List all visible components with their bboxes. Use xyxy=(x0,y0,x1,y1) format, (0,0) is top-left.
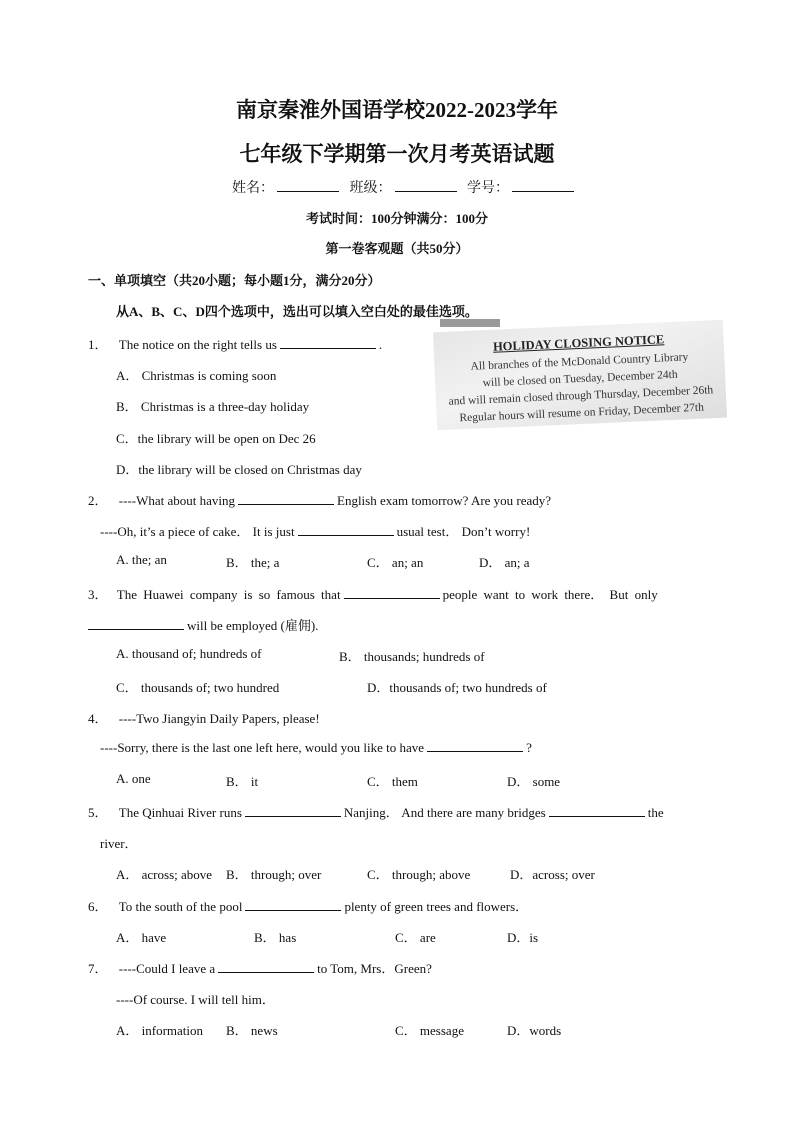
option-a[interactable]: A． across; above xyxy=(116,867,213,882)
question-1 xyxy=(88,334,382,353)
student-info-row xyxy=(232,177,577,197)
option-c[interactable]: C．the library will be open on Dec 26 xyxy=(116,431,316,446)
option-d[interactable]: D． some xyxy=(507,774,561,789)
option-d[interactable]: D．thousands of; two hundreds of xyxy=(367,680,547,695)
option-b[interactable]: B． the; a xyxy=(226,555,280,570)
question-stem: To the south of the pool xyxy=(118,899,243,914)
option-a[interactable]: A． information xyxy=(116,1023,204,1038)
option-a[interactable]: A． Christmas is coming soon xyxy=(116,368,277,383)
question-stem: The notice on the right tells us xyxy=(118,337,277,352)
question-stem: ----What about having xyxy=(118,493,235,508)
option-d[interactable]: D．is xyxy=(507,930,539,945)
question-stem: ----Of course. I will tell him． xyxy=(116,992,275,1007)
option-a[interactable]: A． have xyxy=(116,930,167,945)
question-2 xyxy=(88,490,551,509)
option-c[interactable]: C． message xyxy=(395,1023,464,1038)
name-label: 姓名： xyxy=(232,181,274,196)
option-c[interactable]: C． them xyxy=(367,774,418,789)
option-c[interactable]: C． through; above xyxy=(367,867,471,882)
question-stem: the xyxy=(647,805,664,820)
id-label: 学号： xyxy=(467,181,509,196)
question-stem: The Huawei company is so famous that xyxy=(116,587,341,602)
question-number: 1． xyxy=(88,337,108,352)
class-label: 班级： xyxy=(349,181,392,196)
option-b[interactable]: B． has xyxy=(254,930,297,945)
option-c[interactable]: C． an; an xyxy=(367,555,424,570)
question-stem: Nanjing． And there are many bridges xyxy=(343,805,546,820)
option-b[interactable]: B． news xyxy=(226,1023,278,1038)
exam-title-line1: 南京秦淮外国语学校2022-2023学年 xyxy=(236,98,558,122)
question-3-line2 xyxy=(88,615,318,634)
option-b[interactable]: B． through; over xyxy=(226,867,322,882)
question-stem: English exam tomorrow? Are you ready? xyxy=(337,493,552,508)
section-heading: 一、单项填空（共20小题；每小题1分，满分20分） xyxy=(88,273,381,288)
answer-blank[interactable] xyxy=(218,960,314,973)
option-c[interactable]: C． are xyxy=(395,930,436,945)
answer-blank[interactable] xyxy=(245,804,341,817)
notice-line: Regular hours will resume on Friday, December 27th xyxy=(459,401,705,425)
option-d[interactable]: D．across; over xyxy=(510,867,595,882)
question-stem: ----Oh, it’s a piece of cake． It is just xyxy=(100,524,295,539)
question-5 xyxy=(88,802,664,821)
answer-blank[interactable] xyxy=(88,617,184,630)
question-4 xyxy=(88,708,320,727)
holiday-notice-image xyxy=(433,320,727,431)
question-3 xyxy=(88,584,708,603)
question-stem: usual test． Don’t worry! xyxy=(396,524,531,539)
exam-title-line2: 七年级下学期第一次月考英语试题 xyxy=(239,142,555,166)
question-number: 7． xyxy=(88,961,108,976)
notice-line: and will remain closed through Thursday, December 26th xyxy=(448,384,714,408)
question-stem: river． xyxy=(100,836,138,851)
question-2-line2 xyxy=(100,521,530,540)
answer-blank[interactable] xyxy=(298,523,394,536)
answer-blank[interactable] xyxy=(280,336,376,349)
question-stem: The Qinhuai River runs xyxy=(118,805,242,820)
question-stem: ----Two Jiangyin Daily Papers, please! xyxy=(118,711,320,726)
option-a[interactable]: A. the; an xyxy=(116,552,167,567)
name-blank[interactable] xyxy=(277,179,339,192)
notice-line: will be closed on Tuesday, December 24th xyxy=(482,368,678,390)
question-stem: will be employed (雇佣). xyxy=(187,618,319,633)
option-d[interactable]: D．words xyxy=(507,1023,562,1038)
question-stem: ----Could I leave a xyxy=(118,961,216,976)
part-title: 第一卷客观题（共50分） xyxy=(325,241,469,256)
question-4-line2 xyxy=(100,739,532,756)
answer-blank[interactable] xyxy=(549,804,645,817)
question-stem: to Tom, Mrs．Green? xyxy=(317,961,432,976)
notice-line: All branches of the McDonald Country Library xyxy=(470,351,689,373)
question-stem: . xyxy=(378,337,383,352)
question-stem: people want to work there． But only xyxy=(442,587,658,602)
answer-blank[interactable] xyxy=(427,739,523,752)
answer-blank[interactable] xyxy=(245,898,341,911)
question-number: 6． xyxy=(88,899,108,914)
question-number: 2． xyxy=(88,493,108,508)
question-6 xyxy=(88,896,528,915)
option-a[interactable]: A. one xyxy=(116,771,151,786)
class-blank[interactable] xyxy=(395,179,457,192)
question-stem: plenty of green trees and flowers． xyxy=(344,899,529,914)
notice-title: HOLIDAY CLOSING NOTICE xyxy=(492,332,665,354)
question-number: 5． xyxy=(88,805,108,820)
answer-blank[interactable] xyxy=(238,492,334,505)
question-number: 3． xyxy=(88,587,108,602)
section-instruction: 从A、B、C、D四个选项中，选出可以填入空白处的最佳选项。 xyxy=(116,304,478,319)
option-d[interactable]: D． an; a xyxy=(479,555,530,570)
option-b[interactable]: B． it xyxy=(226,774,259,789)
question-stem: ? xyxy=(526,740,532,755)
id-blank[interactable] xyxy=(512,179,574,192)
option-a[interactable]: A. thousand of; hundreds of xyxy=(116,646,262,661)
exam-info: 考试时间：100分钟满分：100分 xyxy=(305,211,488,226)
option-b[interactable]: B． thousands; hundreds of xyxy=(339,649,485,664)
question-7 xyxy=(88,958,432,977)
question-number: 4． xyxy=(88,711,108,726)
answer-blank[interactable] xyxy=(344,586,440,599)
option-b[interactable]: B． Christmas is a three-day holiday xyxy=(116,399,310,414)
notice-tape xyxy=(440,319,500,327)
question-stem: ----Sorry, there is the last one left here, would you like to have xyxy=(100,740,425,755)
option-c[interactable]: C． thousands of; two hundred xyxy=(116,680,280,695)
option-d[interactable]: D．the library will be closed on Christmas day xyxy=(116,462,362,477)
